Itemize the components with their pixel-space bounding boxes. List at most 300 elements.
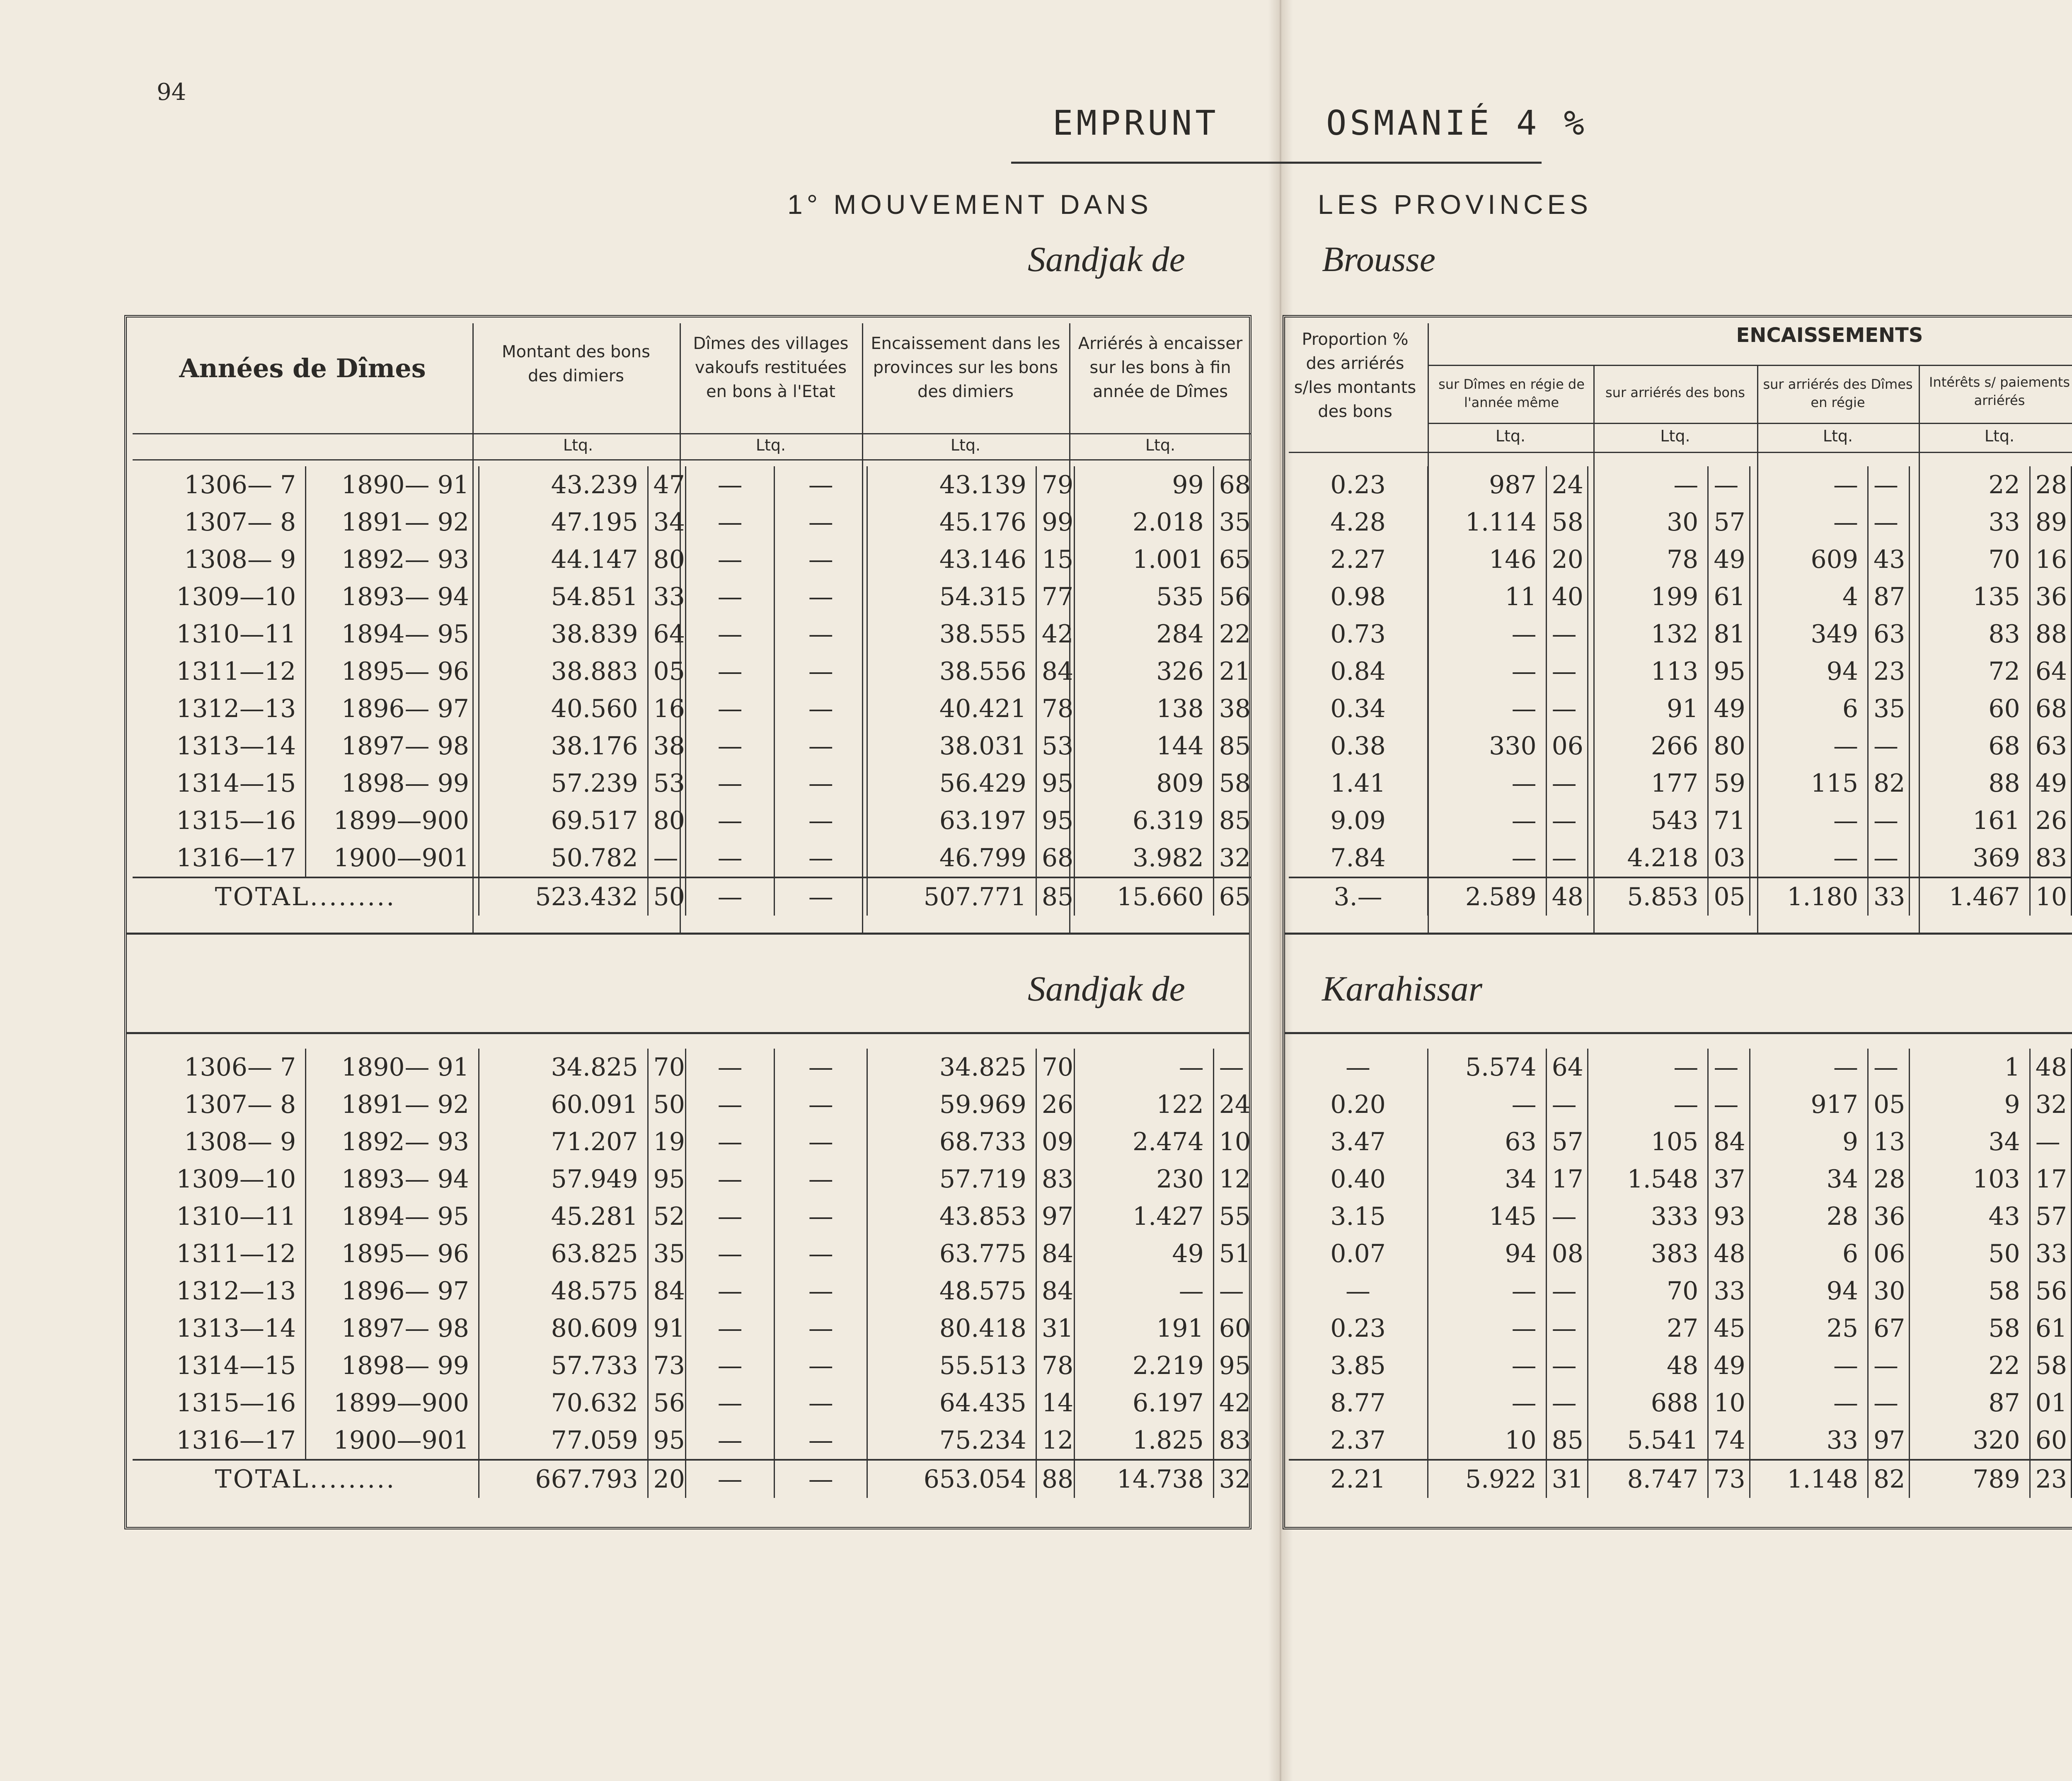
header-sur-arrieres-bons: sur arriérés des bons xyxy=(1605,385,1745,400)
table-cell: 35 xyxy=(1213,504,1251,541)
table-cell: — xyxy=(1428,690,1547,727)
table-cell: 28 xyxy=(1868,1161,1910,1198)
table-cell: — xyxy=(1750,466,1868,504)
table-cell: 09 xyxy=(1036,1123,1074,1161)
table-cell: 50 xyxy=(648,1086,686,1123)
table-cell: 56 xyxy=(1213,578,1251,615)
table-cell: 48 xyxy=(2030,1049,2071,1086)
table-cell: 0.34 xyxy=(1330,694,1386,723)
table-cell: 42 xyxy=(1213,1384,1251,1422)
table-cell: 56.429 xyxy=(867,765,1036,802)
table-cell: 1899—900 xyxy=(306,802,479,839)
table-cell: 1898— 99 xyxy=(306,765,479,802)
table-cell: 58 xyxy=(1910,1272,2030,1310)
table-cell: 36 xyxy=(1868,1198,1910,1235)
table-cell: 1306— 7 xyxy=(184,1053,296,1082)
table-cell: — xyxy=(686,1272,775,1310)
table-row xyxy=(133,1310,1251,1347)
table-cell: 113 xyxy=(1588,653,1708,690)
table-cell: 40.560 xyxy=(479,690,648,727)
table-cell: — xyxy=(1428,615,1547,653)
total-cell: 2.21 xyxy=(1289,1460,1428,1498)
table-cell: 51 xyxy=(1213,1235,1251,1272)
table-cell: 1308— 9 xyxy=(184,1127,296,1156)
table-cell: 23 xyxy=(1868,653,1910,690)
section-divider xyxy=(1285,1032,2072,1034)
table-cell: — xyxy=(686,578,775,615)
table-cell: 44.147 xyxy=(479,541,648,578)
table-cell: 8.77 xyxy=(1330,1388,1386,1418)
table-cell: 43.139 xyxy=(867,466,1036,504)
table-cell: — xyxy=(686,504,775,541)
table-cell: 01 xyxy=(2030,1384,2071,1422)
unit-line xyxy=(133,433,1251,434)
table-cell: 1894— 95 xyxy=(306,615,479,653)
table-row xyxy=(133,653,1251,690)
table-cell: 4.28 xyxy=(1330,508,1386,537)
table-cell: 28 xyxy=(2030,466,2071,504)
table-row xyxy=(1289,765,2072,802)
table-cell: — xyxy=(1750,1347,1868,1384)
table-cell: 43 xyxy=(1868,541,1910,578)
table-cell: 45 xyxy=(1708,1310,1750,1347)
table-cell: 34 xyxy=(1428,1161,1547,1198)
table-cell: 58 xyxy=(1546,504,1588,541)
table-cell: 1894— 95 xyxy=(306,1198,479,1235)
subtitle-left: 1° MOUVEMENT DANS xyxy=(787,189,1152,220)
table-cell: 7.84 xyxy=(1330,843,1386,872)
table-cell: 65 xyxy=(1213,541,1251,578)
table-cell: 70 xyxy=(1588,1272,1708,1310)
table-cell: 30 xyxy=(1588,504,1708,541)
table-cell: — xyxy=(686,1384,775,1422)
table-row xyxy=(133,765,1251,802)
table-cell: 809 xyxy=(1074,765,1213,802)
total-cell: 1.467 xyxy=(1910,877,2030,916)
table-cell: 84 xyxy=(1036,653,1074,690)
subtitle-right: LES PROVINCES xyxy=(1318,189,1592,220)
table-cell: — xyxy=(1546,765,1588,802)
table-cell: 1313—14 xyxy=(176,1314,296,1343)
table-cell: — xyxy=(775,727,867,765)
table-cell: 230 xyxy=(1074,1161,1213,1198)
table-cell: 55 xyxy=(1213,1198,1251,1235)
table-cell: — xyxy=(1428,1310,1547,1347)
total-cell: 653.054 xyxy=(867,1460,1036,1498)
table-cell: 1312—13 xyxy=(176,1277,296,1306)
table-cell: 38.556 xyxy=(867,653,1036,690)
table-cell: — xyxy=(1750,1049,1868,1086)
table-row xyxy=(1289,1272,2072,1310)
table-cell: 58 xyxy=(2030,1347,2071,1384)
table-cell: 38.176 xyxy=(479,727,648,765)
table-cell: — xyxy=(686,1198,775,1235)
table-cell: 74 xyxy=(1708,1422,1750,1460)
table-cell: 78 xyxy=(1588,541,1708,578)
table-cell: 64 xyxy=(1546,1049,1588,1086)
header-regie: sur Dîmes en régie de l'année même xyxy=(1438,376,1585,410)
table-cell: 917 xyxy=(1750,1086,1868,1123)
table-cell: 94 xyxy=(1428,1235,1547,1272)
table-cell: 2.018 xyxy=(1074,504,1213,541)
table-cell: 33 xyxy=(1708,1272,1750,1310)
table-cell: 59.969 xyxy=(867,1086,1036,1123)
table-cell: — xyxy=(1074,1049,1213,1086)
table-row xyxy=(1289,1161,2072,1198)
table-cell: 48 xyxy=(1708,1235,1750,1272)
table-cell: — xyxy=(1546,1384,1588,1422)
table-cell: 43.146 xyxy=(867,541,1036,578)
table-cell: 10 xyxy=(1213,1123,1251,1161)
table-cell: 26 xyxy=(1036,1086,1074,1123)
table-cell: 5.541 xyxy=(1588,1422,1708,1460)
table-cell: 1316—17 xyxy=(176,843,296,872)
total-cell: 33 xyxy=(1868,877,1910,916)
table-cell: 82 xyxy=(1868,765,1910,802)
table-cell: 1893— 94 xyxy=(306,1161,479,1198)
table-cell: 77 xyxy=(1036,578,1074,615)
table-cell: 146 xyxy=(1428,541,1547,578)
table-cell: — xyxy=(686,1123,775,1161)
table-cell: 60.091 xyxy=(479,1086,648,1123)
table-row xyxy=(133,727,1251,765)
table-cell: — xyxy=(775,1086,867,1123)
header-arrieres: Arriérés à encaisser sur les bons à fin année de Dîmes xyxy=(1078,334,1243,401)
table-cell: 32 xyxy=(2030,1086,2071,1123)
table-row xyxy=(1289,1235,2072,1272)
total-cell: — xyxy=(686,1460,775,1498)
table-cell: 89 xyxy=(2030,504,2071,541)
unit-line xyxy=(1428,423,2072,424)
table-cell: — xyxy=(1546,690,1588,727)
table-cell: 88 xyxy=(1910,765,2030,802)
total-cell: 667.793 xyxy=(479,1460,648,1498)
total-cell: 10 xyxy=(2030,877,2071,916)
table-cell: — xyxy=(1346,1277,1371,1306)
table-cell: — xyxy=(1428,1272,1547,1310)
table-cell: 68.733 xyxy=(867,1123,1036,1161)
table-cell: 71.207 xyxy=(479,1123,648,1161)
table-row xyxy=(1289,615,2072,653)
table-row xyxy=(1289,1086,2072,1123)
table-cell: 9 xyxy=(1750,1123,1868,1161)
table-cell: — xyxy=(1868,466,1910,504)
table-row xyxy=(1289,541,2072,578)
table-cell: 57.239 xyxy=(479,765,648,802)
table-row xyxy=(133,541,1251,578)
table-cell: 333 xyxy=(1588,1198,1708,1235)
table-cell: 543 xyxy=(1588,802,1708,839)
table-cell: 1892— 93 xyxy=(306,1123,479,1161)
table-cell: 61 xyxy=(1708,578,1750,615)
table-cell: 1.114 xyxy=(1428,504,1547,541)
table-cell: — xyxy=(1750,802,1868,839)
table-cell: 70.632 xyxy=(479,1384,648,1422)
total-cell: 31 xyxy=(1546,1460,1588,1498)
table-cell: 1.427 xyxy=(1074,1198,1213,1235)
table-cell: 85 xyxy=(1213,802,1251,839)
table-cell: 71 xyxy=(1708,802,1750,839)
table-cell: — xyxy=(686,653,775,690)
table-cell: 97 xyxy=(1868,1422,1910,1460)
table-cell: 1316—17 xyxy=(176,1426,296,1455)
total-cell: 85 xyxy=(1036,877,1074,916)
table-cell: — xyxy=(1868,727,1910,765)
table-cell: — xyxy=(775,1235,867,1272)
table-cell: 42 xyxy=(1036,615,1074,653)
table-cell: 9 xyxy=(1910,1086,2030,1123)
table-cell: — xyxy=(686,765,775,802)
table-cell: 122 xyxy=(1074,1086,1213,1123)
section-divider xyxy=(127,933,1249,935)
section1-left-title: Sandjak de xyxy=(1028,239,1185,279)
table-cell: — xyxy=(686,727,775,765)
table-cell: 22 xyxy=(1213,615,1251,653)
total-cell: 05 xyxy=(1708,877,1750,916)
table-cell: 199 xyxy=(1588,578,1708,615)
table-cell: — xyxy=(775,653,867,690)
table-cell: 53 xyxy=(648,765,686,802)
table-cell: — xyxy=(686,541,775,578)
title-right: OSMANIÉ 4 % xyxy=(1326,104,1588,143)
table-cell: 87 xyxy=(1910,1384,2030,1422)
table-cell: 33 xyxy=(1750,1422,1868,1460)
table-cell: 55.513 xyxy=(867,1347,1036,1384)
table-cell: 1.41 xyxy=(1330,769,1386,798)
table-cell: — xyxy=(1428,839,1547,877)
table-cell: 46.799 xyxy=(867,839,1036,877)
karahissar-right-table xyxy=(1289,1049,2072,1498)
table-cell: 6.197 xyxy=(1074,1384,1213,1422)
table-cell: 63 xyxy=(1868,615,1910,653)
section2-right-title: Karahissar xyxy=(1322,969,1483,1008)
header-dimes-vakoufs: Dîmes des villages vakoufs restituées en bons à l'Etat xyxy=(693,334,849,401)
table-cell: 28 xyxy=(1750,1198,1868,1235)
table-cell: 91 xyxy=(1588,690,1708,727)
table-cell: 3.982 xyxy=(1074,839,1213,877)
table-cell: 70 xyxy=(648,1049,686,1086)
table-cell: 1897— 98 xyxy=(306,1310,479,1347)
table-cell: 68 xyxy=(2030,690,2071,727)
table-cell: 70 xyxy=(1910,541,2030,578)
table-cell: — xyxy=(1750,839,1868,877)
brousse-left-table xyxy=(133,466,1251,916)
table-cell: 1311—12 xyxy=(176,657,296,686)
table-cell: 95 xyxy=(1213,1347,1251,1384)
table-cell: 68 xyxy=(1036,839,1074,877)
table-cell: — xyxy=(775,1198,867,1235)
table-cell: 609 xyxy=(1750,541,1868,578)
data-table xyxy=(1289,466,2072,916)
table-cell: 38 xyxy=(648,727,686,765)
table-cell: 60 xyxy=(2030,1422,2071,1460)
table-cell: 3.15 xyxy=(1330,1202,1386,1231)
table-cell: 24 xyxy=(1213,1086,1251,1123)
data-table xyxy=(1289,1049,2072,1498)
table-row xyxy=(133,1272,1251,1310)
total-cell: 48 xyxy=(1546,877,1588,916)
table-cell: — xyxy=(686,1422,775,1460)
total-cell: 789 xyxy=(1910,1460,2030,1498)
table-cell: 987 xyxy=(1428,466,1547,504)
table-cell: 1315—16 xyxy=(176,1388,296,1418)
table-row xyxy=(133,1198,1251,1235)
table-row xyxy=(1289,1347,2072,1384)
table-cell: 19 xyxy=(648,1123,686,1161)
table-cell: 80 xyxy=(1708,727,1750,765)
total-cell: 73 xyxy=(1708,1460,1750,1498)
table-row xyxy=(133,1123,1251,1161)
unit-label: Ltq. xyxy=(950,436,981,454)
table-cell: — xyxy=(775,1123,867,1161)
table-cell: 13 xyxy=(1868,1123,1910,1161)
table-cell: 1895— 96 xyxy=(306,1235,479,1272)
table-cell: — xyxy=(686,615,775,653)
title-left: EMPRUNT xyxy=(1053,104,1219,143)
table-cell: 1893— 94 xyxy=(306,578,479,615)
table-cell: 36 xyxy=(2030,578,2071,615)
table-cell: 38.031 xyxy=(867,727,1036,765)
header-encaissement: Encaissement dans les provinces sur les bons des dimiers xyxy=(871,334,1060,401)
table-cell: 1315—16 xyxy=(176,806,296,835)
table-cell: 57 xyxy=(1708,504,1750,541)
table-cell: 80 xyxy=(648,802,686,839)
table-cell: 87 xyxy=(1868,578,1910,615)
table-cell: 103 xyxy=(1910,1161,2030,1198)
table-cell: — xyxy=(775,1161,867,1198)
unit-label: Ltq. xyxy=(1145,436,1176,454)
table-cell: 0.23 xyxy=(1330,1314,1386,1343)
table-cell: 75.234 xyxy=(867,1422,1036,1460)
table-cell: — xyxy=(775,765,867,802)
table-cell: 56 xyxy=(648,1384,686,1422)
table-cell: 80 xyxy=(648,541,686,578)
total-cell: 88 xyxy=(1036,1460,1074,1498)
table-cell: 57.719 xyxy=(867,1161,1036,1198)
section2-left-title: Sandjak de xyxy=(1028,969,1185,1008)
table-cell: 12 xyxy=(1213,1161,1251,1198)
unit-label: Ltq. xyxy=(755,436,786,454)
table-cell: 33 xyxy=(2030,1235,2071,1272)
table-cell: 1900—901 xyxy=(306,1422,479,1460)
table-cell: — xyxy=(1750,504,1868,541)
data-table xyxy=(133,466,1251,916)
table-cell: 50 xyxy=(1910,1235,2030,1272)
table-cell: 81 xyxy=(1708,615,1750,653)
total-cell: 8.747 xyxy=(1588,1460,1708,1498)
table-cell: 63 xyxy=(1428,1123,1547,1161)
table-cell: 83 xyxy=(2030,839,2071,877)
header-encaissements: ENCAISSEMENTS xyxy=(1736,324,1923,347)
table-cell: 94 xyxy=(1750,653,1868,690)
table-cell: 35 xyxy=(1868,690,1910,727)
table-cell: 1898— 99 xyxy=(306,1347,479,1384)
table-cell: 63.775 xyxy=(867,1235,1036,1272)
table-row xyxy=(133,690,1251,727)
table-cell: 349 xyxy=(1750,615,1868,653)
table-row xyxy=(133,615,1251,653)
table-cell: — xyxy=(1868,1347,1910,1384)
table-cell: 3.85 xyxy=(1330,1351,1386,1380)
table-row xyxy=(1289,1310,2072,1347)
table-cell: 17 xyxy=(2030,1161,2071,1198)
table-cell: 84 xyxy=(1036,1235,1074,1272)
table-cell: 10 xyxy=(1428,1422,1547,1460)
table-cell: 34 xyxy=(648,504,686,541)
table-cell: 30 xyxy=(1868,1272,1910,1310)
table-cell: 99 xyxy=(1074,466,1213,504)
table-cell: 33 xyxy=(648,578,686,615)
table-cell: 37 xyxy=(1708,1161,1750,1198)
total-cell: — xyxy=(775,1460,867,1498)
unit-label: Ltq. xyxy=(1823,427,1853,445)
table-row xyxy=(1289,1049,2072,1086)
table-cell: 93 xyxy=(1708,1198,1750,1235)
table-cell: 83 xyxy=(1036,1161,1074,1198)
table-cell: — xyxy=(1428,802,1547,839)
table-row xyxy=(133,1384,1251,1422)
table-cell: 0.23 xyxy=(1330,470,1386,499)
table-cell: 9.09 xyxy=(1330,806,1386,835)
table-cell: 1895— 96 xyxy=(306,653,479,690)
table-cell: 64.435 xyxy=(867,1384,1036,1422)
table-cell: 91 xyxy=(648,1310,686,1347)
table-cell: 34 xyxy=(1750,1161,1868,1198)
table-cell: — xyxy=(775,1272,867,1310)
total-row xyxy=(1289,877,2072,916)
table-cell: 48.575 xyxy=(867,1272,1036,1310)
table-cell: 1312—13 xyxy=(176,694,296,723)
table-cell: 0.98 xyxy=(1330,582,1386,611)
table-cell: 34 xyxy=(1910,1123,2030,1161)
table-cell: 1.001 xyxy=(1074,541,1213,578)
table-row xyxy=(1289,727,2072,765)
section-divider xyxy=(1285,933,2072,935)
table-cell: 05 xyxy=(1868,1086,1910,1123)
table-cell: 95 xyxy=(648,1161,686,1198)
table-cell: — xyxy=(2030,1123,2071,1161)
table-cell: 177 xyxy=(1588,765,1708,802)
table-cell: 38.555 xyxy=(867,615,1036,653)
table-cell: 34.825 xyxy=(479,1049,648,1086)
table-cell: 26 xyxy=(2030,802,2071,839)
total-cell: 14.738 xyxy=(1074,1460,1213,1498)
table-cell: 38 xyxy=(1213,690,1251,727)
header-bottom-line xyxy=(1289,452,2072,453)
table-cell: — xyxy=(1213,1272,1251,1310)
table-cell: — xyxy=(1428,1384,1547,1422)
table-cell: — xyxy=(1546,1086,1588,1123)
table-cell: 5.574 xyxy=(1428,1049,1547,1086)
header-montant: Montant des bons des dimiers xyxy=(502,342,650,385)
table-cell: 383 xyxy=(1588,1235,1708,1272)
table-cell: 2.219 xyxy=(1074,1347,1213,1384)
table-cell: 78 xyxy=(1036,1347,1074,1384)
table-cell: 1310—11 xyxy=(176,620,296,649)
header-annees: Années de Dîmes xyxy=(179,353,426,383)
table-cell: 1897— 98 xyxy=(306,727,479,765)
data-table xyxy=(133,1049,1251,1498)
table-cell: — xyxy=(775,541,867,578)
table-row xyxy=(1289,653,2072,690)
encaissements-line xyxy=(1428,365,2072,366)
table-cell: 2.27 xyxy=(1330,545,1386,574)
karahissar-left-table xyxy=(133,1049,1251,1498)
table-cell: 16 xyxy=(648,690,686,727)
table-cell: 79 xyxy=(1036,466,1074,504)
header-proportion: Proportion % des arriérés s/les montants des bons xyxy=(1294,330,1416,421)
table-cell: 60 xyxy=(1910,690,2030,727)
